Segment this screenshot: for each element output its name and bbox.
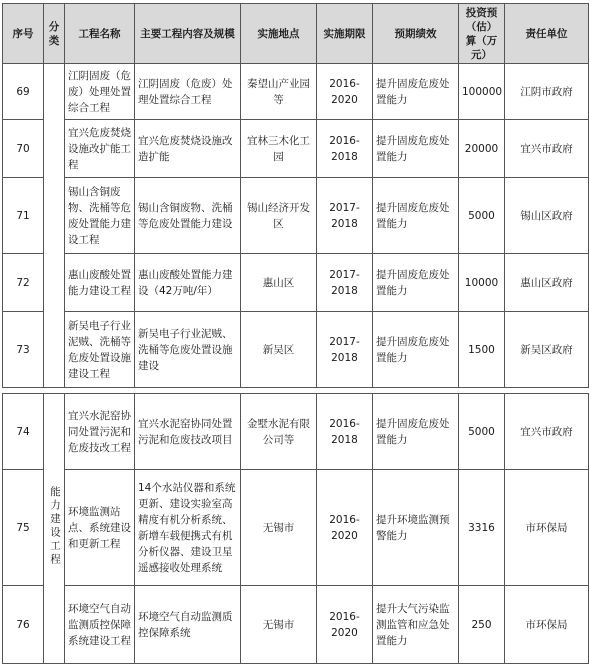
cell-no: 72 — [3, 254, 44, 312]
cell-name: 环境空气自动监测质控保障系统建设工程 — [65, 586, 135, 664]
header-effect: 预期绩效 — [373, 4, 459, 64]
cell-category — [44, 394, 65, 664]
cell-period: 2017-2018 — [317, 178, 373, 254]
cell-name: 锡山含铜废物、洗桶等危废处置能力建设工程 — [65, 178, 135, 254]
cell-no: 74 — [3, 394, 44, 470]
cell-invest: 100000 — [459, 64, 505, 120]
project-table — [2, 3, 589, 664]
cell-invest: 5000 — [459, 394, 505, 470]
table-row — [3, 64, 589, 120]
cell-location: 无锡市 — [241, 586, 317, 664]
cell-name: 宜兴水泥窑协同处置污泥和危废技改工程 — [65, 394, 135, 470]
cell-location: 无锡市 — [241, 470, 317, 586]
header-location: 实施地点 — [241, 4, 317, 64]
table-row — [3, 120, 589, 178]
cell-content: 14个水站仪器和系统更新、建设实验室高精度有机分析系统、新增车载便携式有机分析仪器、建设卫星遥感接收处理系统 — [135, 470, 241, 586]
cell-content: 锡山含铜废物、洗桶等危废处置能力建设 — [135, 178, 241, 254]
cell-no: 73 — [3, 312, 44, 388]
cell-invest: 250 — [459, 586, 505, 664]
header-content: 主要工程内容及规模 — [135, 4, 241, 64]
cell-invest: 1500 — [459, 312, 505, 388]
table-header-row — [3, 4, 589, 64]
cell-location: 惠山区 — [241, 254, 317, 312]
cell-content: 宜兴危废焚烧设施改造扩能 — [135, 120, 241, 178]
cell-effect: 提升环境监测预警能力 — [373, 470, 459, 586]
cell-invest: 5000 — [459, 178, 505, 254]
cell-name: 江阴固废（危废）处理处置综合工程 — [65, 64, 135, 120]
cell-effect: 提升固废危废处置能力 — [373, 312, 459, 388]
cell-location: 秦望山产业园等 — [241, 64, 317, 120]
cell-effect: 提升大气污染监测监管和应急处置能力 — [373, 586, 459, 664]
cell-effect: 提升固废危废处置能力 — [373, 394, 459, 470]
cell-unit: 新吴区政府 — [505, 312, 589, 388]
cell-location: 新吴区 — [241, 312, 317, 388]
cell-period: 2017-2018 — [317, 254, 373, 312]
cell-unit: 宜兴市政府 — [505, 394, 589, 470]
cell-no: 69 — [3, 64, 44, 120]
cell-location: 宜林三木化工园 — [241, 120, 317, 178]
cell-name: 环境监测站点、系统建设和更新工程 — [65, 470, 135, 586]
cell-period: 2016-2020 — [317, 64, 373, 120]
cell-content: 新吴电子行业泥贼、洗桶等危废处置设施建设 — [135, 312, 241, 388]
cell-content: 江阴固废（危废）处理处置综合工程 — [135, 64, 241, 120]
cell-invest: 20000 — [459, 120, 505, 178]
cell-invest: 3316 — [459, 470, 505, 586]
project-table-page — [2, 3, 588, 664]
header-category: 分类 — [44, 4, 65, 64]
cell-name: 新吴电子行业泥贼、洗桶等危废处置设施建设工程 — [65, 312, 135, 388]
cell-unit: 宜兴市政府 — [505, 120, 589, 178]
cell-period: 2016-2018 — [317, 394, 373, 470]
header-no: 序号 — [3, 4, 44, 64]
header-invest: 投资预（估）算（万元） — [459, 4, 505, 64]
cell-effect: 提升固废危废处置能力 — [373, 64, 459, 120]
cell-unit: 市环保局 — [505, 586, 589, 664]
table-row — [3, 586, 589, 664]
cell-unit: 惠山区政府 — [505, 254, 589, 312]
cell-period: 2016-2018 — [317, 120, 373, 178]
header-unit: 责任单位 — [505, 4, 589, 64]
category-label: 能力建设工程 — [49, 485, 61, 567]
cell-no: 70 — [3, 120, 44, 178]
cell-category — [44, 64, 65, 388]
cell-content: 惠山废酸处置能力建设（42万吨/年） — [135, 254, 241, 312]
cell-effect: 提升固废危废处置能力 — [373, 254, 459, 312]
cell-period: 2016-2020 — [317, 586, 373, 664]
cell-content: 宜兴水泥窑协同处置污泥和危废技改项目 — [135, 394, 241, 470]
table-row — [3, 178, 589, 254]
header-name: 工程名称 — [65, 4, 135, 64]
cell-no: 76 — [3, 586, 44, 664]
cell-name: 宜兴危废焚烧设施改扩能工程 — [65, 120, 135, 178]
cell-unit: 锡山区政府 — [505, 178, 589, 254]
cell-content: 环境空气自动监测质控保障系统 — [135, 586, 241, 664]
cell-unit: 江阴市政府 — [505, 64, 589, 120]
header-period: 实施期限 — [317, 4, 373, 64]
table-row — [3, 470, 589, 586]
cell-period: 2016-2020 — [317, 470, 373, 586]
cell-period: 2017-2018 — [317, 312, 373, 388]
cell-location: 锡山经济开发区 — [241, 178, 317, 254]
cell-invest: 10000 — [459, 254, 505, 312]
cell-effect: 提升固废危废处置能力 — [373, 120, 459, 178]
cell-name: 惠山废酸处置能力建设工程 — [65, 254, 135, 312]
cell-unit: 市环保局 — [505, 470, 589, 586]
table-row — [3, 254, 589, 312]
cell-effect: 提升固废危废处置能力 — [373, 178, 459, 254]
table-row — [3, 394, 589, 470]
cell-no: 75 — [3, 470, 44, 586]
cell-location: 金墅水泥有限公司等 — [241, 394, 317, 470]
cell-no: 71 — [3, 178, 44, 254]
table-row — [3, 312, 589, 388]
